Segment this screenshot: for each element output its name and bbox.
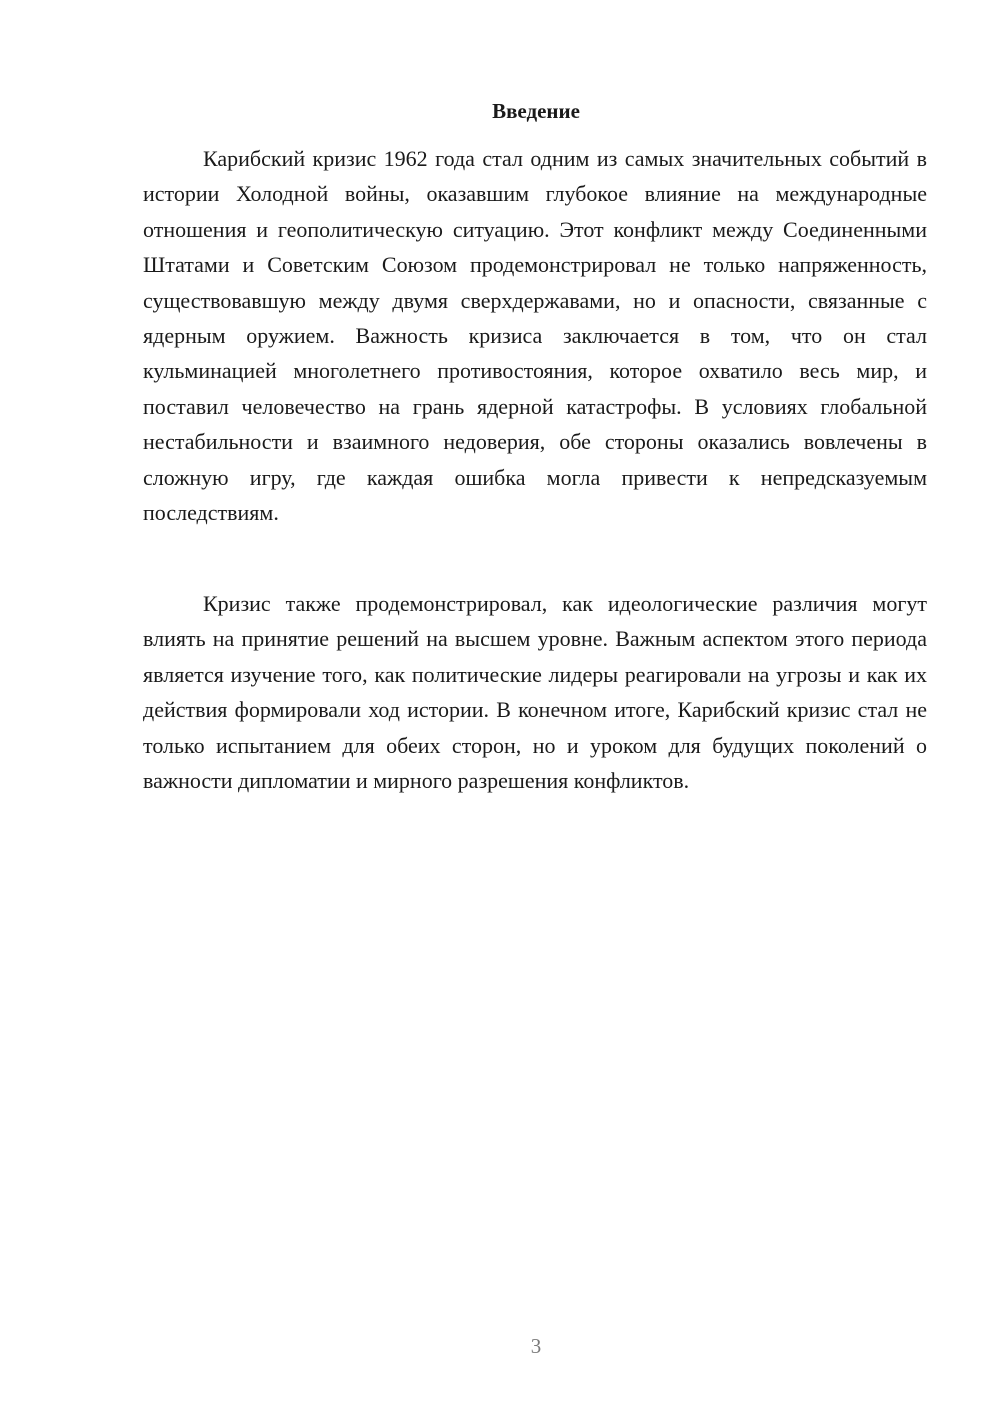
paragraph-1: Карибский кризис 1962 года стал одним из самых значительных событий в истории Холодной войны, оказавшим глубокое влияние на международные отношения и геополитическую ситуацию. Этот конфликт между Соединенными Штатами и Советским Союзом продемонстрировал не только напряженность, существовавшую между двумя сверхдержавами, но и опасности, связанные с ядерным оружием. Важность кризиса заключается в том, что он стал кульминацией многолетнего противостояния, которое охватило весь мир, и поставил человечество на грань ядерной катастрофы. В условиях глобальной нестабильности и взаимного недоверия, обе стороны оказались вовлечены в сложную игру, где каждая ошибка могла привести к непредсказуемым последствиям. <box>143 146 927 526</box>
section-heading: Введение <box>492 99 580 123</box>
page-number: 3 <box>530 1334 542 1358</box>
paragraph-2: Кризис также продемонстрировал, как идеологические различия могут влиять на принятие решений на высшем уровне. Важным аспектом этого периода является изучение того, как политические лидеры реагировали на угрозы и как их действия формировали ход истории. В конечном итоге, Карибский кризис стал не только испытанием для обеих сторон, но и уроком для будущих поколений о важности дипломатии и мирного разрешения конфликтов. <box>143 591 927 794</box>
